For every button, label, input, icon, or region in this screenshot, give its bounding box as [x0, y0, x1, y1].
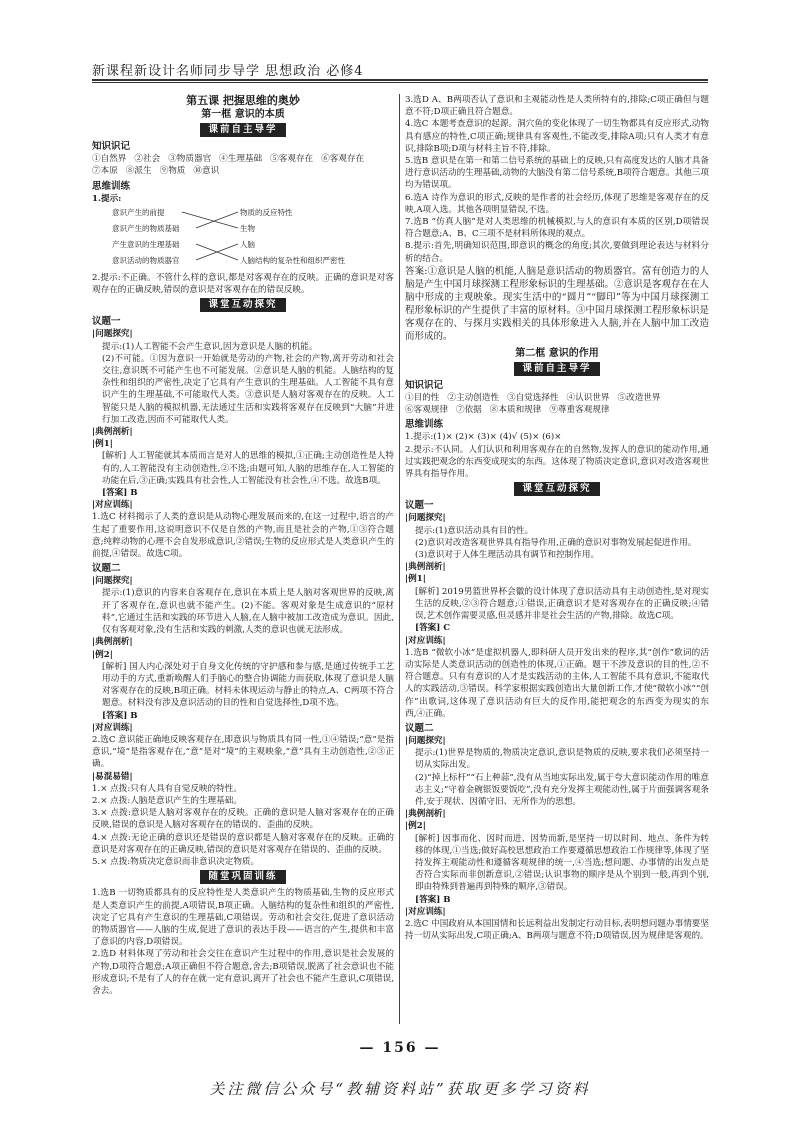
consolidation-2: 2.选D 材料体现了劳动和社会交往在意识产生过程中的作用,意识是社会发展的产物,D项符合题意;A项正确但不符合题意,舍去;B项错误,脱离了社会意识也不能形成意识;不是有了人的存在就一定有意识,离开了社会也不能产生意识,C项错误,舍去。 — [92, 949, 394, 996]
siwei-2: 2.提示:不正确。不管什么样的意识,都是对客观存在的反映。正确的意识是对客观存在的正确反映,错误的意识是对客观存在的错误反映。 — [92, 272, 394, 296]
example-2-answer: [答案] B — [102, 710, 138, 721]
knowledge-item: ④生理基础 — [219, 154, 263, 165]
training-3: 1.选B “微软小冰”是虚拟机器人,即科研人员开发出来的程序,其“创作”歌词的活动实际是人类意识活动的创造性的体现,①正确。题干不涉及意识的目的性,②不符合题意。只有有意识的人才是实践活动的主体,人工智能不具有意识,不能取代人的实践活动,③错误。科学家根据实践创造出大量创新工作,才使“微软小冰”“创作”出歌词,这体现了意识活动有巨大的反作用,能把观念的东西变为现实的东西,④正确。 — [405, 647, 709, 719]
diagram-left-4: 意识活动的物质器官 — [112, 255, 180, 265]
footer-note: 关注微信公众号“教辅资料站”获取更多学习资料 — [209, 1080, 591, 1098]
confusion-5: 5.× 点拨:物质决定意识而非意识决定物质。 — [92, 856, 260, 867]
knowledge-item: ⑨物质 — [159, 166, 186, 177]
topic-one: 议题一 — [92, 316, 121, 328]
knowledge-item: ⑦本原 — [92, 166, 118, 177]
topic-one-2: 议题一 — [405, 500, 434, 512]
topic4-hint-1: 提示:(1)世界是物质的,物质决定意识,意识是物质的反映,要求我们必须坚持一切从实际出发。 — [415, 748, 709, 771]
knowledge-item: ⑤改造世界 — [617, 393, 661, 404]
band-mid — [92, 298, 394, 312]
example-4-label: |例2| — [405, 821, 426, 832]
training-3-label: |对应训练| — [405, 635, 446, 646]
band-pre-label: 课前自主导学 — [200, 123, 285, 137]
page-number: — 156 — — [359, 1040, 441, 1056]
training-4: 2.选C 中国政府从本国国情和长远利益出发制定行动目标,表明想问题办事情要坚持一切从实际出发,C项正确;A、B两项与题意不符;D项错误,因为规律是客观的。 — [405, 918, 709, 942]
diagram-left-3: 产生意识的生理基础 — [112, 239, 180, 249]
band-mid-2-label: 课堂互动探究 — [514, 482, 599, 496]
example-1-answer: [答案] B — [102, 488, 138, 499]
training-2: 2.选C 意识能正确地反映客观存在,即意识与物质具有同一性,①④错误;“意”是指意识,“境”是指客观存在,“意”是对“境”的主观映象,“意”具有主动创造性,②③正确。 — [92, 734, 394, 770]
example-analysis-2: |典例剖析| — [92, 637, 133, 648]
consolidation-7: 7.选B “仿真人脑”是对人类思维的机械模拟,与人的意识有本质的区别,D项错误符合题意;A、B、C三项不是材料所体现的观点。 — [405, 217, 709, 240]
example-1-label: |例1| — [92, 439, 113, 450]
training-1: 1.选C 材料揭示了人类的意识是从动物心理发展而来的,在这一过程中,语言的产生起了重要作用,这说明意识不仅是自然的产物,而且是社会的产物,①③符合题意;纯粹动物的心理不会自发形成意识,②错误;生物的反应形式是人类意识产生的前提,④错误。故选C项。 — [92, 512, 394, 560]
knowledge-item: ③物质器官 — [168, 154, 212, 165]
example-2-label: |例2| — [92, 649, 113, 660]
consolidation-8: 8.提示:首先,明确知识范围,即意识的概念的角度;其次,要做到理论表达与材料分析的结合。 — [405, 241, 709, 264]
left-column — [92, 94, 394, 1026]
diagram-left-2: 意识产生的物质基础 — [112, 223, 180, 233]
siwei-1: 1.提示: — [92, 193, 122, 204]
consolidation-1: 1.选B 一切物质都具有的反应特性是人类意识产生的物质基础,生物的反应形式是人类意识产生的前提,A项错误,B项正确。人脑结构的复杂性和组织的严密性,决定了它具有产生意识的生理基础,C项错误。劳动和社会交往,促进了意识活动的物质器官——人脑的生成,促进了意识的表达手段——语言的产生,提供和丰富了意识的内容,D项错误。 — [92, 888, 394, 948]
band-mid-label: 课堂互动探究 — [200, 298, 285, 312]
confusion-1: 1.× 点拨:只有人具有自觉反映的特性。 — [92, 783, 242, 794]
knowledge-grid — [92, 153, 394, 177]
siwei2-1: 1.提示:(1)× (2)× (3)× (4)√ (5)× (6)× — [405, 432, 562, 443]
topic-two: 议题二 — [92, 563, 121, 575]
example-analysis-1: |典例剖析| — [92, 427, 133, 438]
knowledge-item: ⑦依据 — [455, 405, 482, 416]
example-4-analysis: [解析] 因事而化、因时而进、因势而新,是坚持一切以时间、地点、条件为转移的体现,①当选;做好高校思想政治工作要遵循思想政治工作规律等,体现了坚持发挥主观能动性和遵循客观规律的统一,④当选;想问题、办事情的出发点是否符合实际而非创新意识,②错误;认识事物的顺序是从个别到一般,再到个别,即由特殊到普遍再到特殊的顺序,③错误。 — [415, 833, 709, 893]
knowledge-item: ⑥客观规律 — [405, 405, 448, 416]
training-2-label: |对应训练| — [92, 722, 133, 733]
consolidation-6: 6.选A 诗作为意识的形式,反映的是作者的社会经历,体现了思维是客观存在的反映,A项入选。其他各项明显错误,不选。 — [405, 192, 709, 215]
band-pre-2 — [405, 362, 709, 376]
siwei2-2: 2.提示:不认同。人们认识和利用客观存在的自然物,发挥人的意识的能动作用,通过实践把观念的东西变成现实的东西。这体现了物质决定意识,意识对改造客观世界具有指导作用。 — [405, 444, 709, 480]
topic-two-2: 议题二 — [405, 722, 434, 734]
diagram-right-2: 生物 — [240, 223, 255, 233]
example-3-label: |例1| — [405, 574, 426, 585]
topic3-hint-3: (3)意识对于人体生理活动具有调节和控制作用。 — [415, 550, 600, 561]
knowledge-item: ⑨尊重客观规律 — [549, 405, 610, 416]
confusion-4: 4.× 点拨:无论正确的意识还是错误的意识都是人脑对客观存在的反映。正确的意识是对客观存在的正确反映,错误的意识是对客观存在错误的、歪曲的反映。 — [92, 832, 394, 855]
topic3-hint-2: (2)意识对改造客观世界具有指导作用,正确的意识对事物发展起促进作用。 — [415, 537, 697, 548]
example-3-analysis: [解析] 2019男篮世界杯会徽的设计体现了意识活动具有主动创造性,是对现实生活的反映,②③符合题意;①错误,正确意识才是对客观存在的正确反映;④错误,艺术创作需要灵感,但灵感并非是社会生活的产物,排除。故选C项。 — [415, 586, 709, 622]
diagram-right-4: 人脑结构的复杂性和组织严密性 — [240, 255, 345, 265]
consolidation-3: 3.选D A、B两项否认了意识和主观能动性是人类所特有的,排除;C项正确但与题意不符;D项正确且符合题意。 — [405, 95, 709, 118]
header-rule — [92, 79, 708, 81]
knowledge-item: ②社会 — [134, 154, 161, 165]
diagram-right-1: 物质的反应特性 — [240, 207, 293, 217]
knowledge-grid-2 — [405, 392, 709, 416]
example-2-analysis: [解析] 国人内心深处对于自身文化传统的守护感和参与感,是通过传统手工艺用动手的方式,重新唤醒人们手脑心的整合协调能力而获取,体现了意识是人脑对客观存在的反映,B项正确。材料未体现运动与静止的特点,A、C两项不符合题意。材料没有涉及意识活动的目的性和自觉选择性,D项不选。 — [102, 661, 394, 709]
training-1-label: |对应训练| — [92, 500, 133, 511]
band-pre — [92, 123, 394, 137]
band-end-label: 随堂巩固训练 — [200, 870, 285, 884]
section-title: 第一框 意识的本质 — [201, 109, 285, 120]
topic3-hint-1: 提示:(1)意识活动具有目的性。 — [415, 525, 534, 536]
heading-siwei-2: 思维训练 — [405, 419, 444, 431]
heading-zhishi: 知识识记 — [92, 141, 131, 153]
running-header: 新课程新设计名师同步导学 思想政治 必修4 — [92, 64, 364, 79]
knowledge-item: ⑧派生 — [125, 166, 152, 177]
lesson-title: 第五课 把握思维的奥妙 — [186, 94, 300, 107]
knowledge-item: ⑤客观存在 — [270, 154, 314, 165]
confusion-label: |易混易错| — [92, 771, 133, 782]
training-4-label: |对应训练| — [405, 906, 446, 917]
confusion-2: 2.× 点拨:人脑是意识产生的生理基础。 — [92, 795, 242, 806]
band-pre-2-label: 课前自主导学 — [514, 362, 599, 376]
example-analysis-4: |典例剖析| — [405, 809, 446, 820]
topic1-hint-1: 提示:(1)人工智能不会产生意识,因为意识是人脑的机能。 — [102, 341, 318, 352]
example-3-answer: [答案] C — [415, 623, 451, 634]
diagram-right-3: 人脑 — [240, 239, 255, 249]
knowledge-item: ⑧本质和规律 — [489, 405, 542, 416]
knowledge-item: ③自觉选择性 — [506, 393, 559, 404]
right-column — [405, 94, 709, 1026]
band-mid-2 — [405, 482, 709, 496]
knowledge-item: ①目的性 — [405, 393, 440, 404]
diagram-lines — [100, 206, 390, 270]
example-4-answer: [答案] B — [415, 894, 451, 905]
section-title-2: 第二框 意识的作用 — [515, 347, 599, 359]
knowledge-item: ④认识世界 — [566, 393, 610, 404]
consolidation-5: 5.选B 意识是在第一和第二信号系统的基础上的反映,只有高度发达的人脑才具备进行意识活动的生理基础,动物的大脑没有第二信号系统,B项符合题意。其他三项均为错误项。 — [405, 156, 709, 191]
column-divider — [399, 94, 400, 1024]
confusion-3: 3.× 点拨:意识是人脑对客观存在的反映。正确的意识是人脑对客观存在的正确反映,错误的意识是人脑对客观存在的错误的、歪曲的反映。 — [92, 808, 394, 831]
topic2-hint: 提示:(1)意识的内容来自客观存在,意识在本质上是人脑对客观世界的反映,离开了客观存在,意识也就不能产生。(2)不能。客观对象是生成意识的“原材料”,它通过生活和实践的环节进入人脑,在人脑中被加工改造成为意识。因此,仅有客观对象,没有生活和实践的刺激,人类的意识也就无法形成。 — [102, 588, 394, 636]
question-explore-1: |问题探究| — [92, 329, 133, 340]
knowledge-item: ⑥客观存在 — [321, 154, 365, 165]
question-explore-3: |问题探究| — [405, 513, 446, 524]
consolidation-8-answer: 答案:①意识是人脑的机能,人脑是意识活动的物质器官。富有创造力的人脑是产生中国月球探测工程形象标识的生理基础。②意识是客观存在在人脑中形成的主观映象。现实生活中的“圆月”“脚印”等为中国月球探测工程形象标识的产生提供了丰富的原材料。③中国月球探测工程形象标识是客观存在的、与探月实践相关的具体形象进入人脑,并在人脑中加工改造而形成的。 — [405, 265, 709, 342]
concept-diagram — [100, 206, 394, 270]
example-1-analysis: [解析] 人工智能就其本质而言是对人的思维的模拟,①正确;主动创造性是人特有的,人工智能没有主动创造性,②不选;由题可知,人脑的思维存在,人工智能的功能在后,③正确;实践具有社会性,人工智能没有社会性,④不选。故选B项。 — [102, 451, 394, 486]
example-analysis-3: |典例剖析| — [405, 562, 446, 573]
knowledge-item: ⑩意识 — [193, 166, 220, 177]
band-end — [92, 870, 394, 884]
question-explore-2: |问题探究| — [92, 576, 133, 587]
knowledge-item: ①自然界 — [92, 154, 127, 165]
header-rule-thin — [92, 82, 708, 83]
diagram-left-1: 意识产生的前提 — [112, 207, 165, 217]
topic4-hint-2: (2)“掉上标杆”“石上种蒜”,没有从当地实际出发,属于夸大意识能动作用的唯意志主义;“守着金碗银饭要饭吃”,没有充分发挥主观能动性,属于片面强调客观条件,安于现状、因循守旧、无所作为的思想。 — [415, 772, 709, 807]
consolidation-4: 4.选C 本题考查意识的起源。洞穴鱼的变化体现了一切生物都具有反应形式,动物具有感应的特性,C项正确;规律具有客观性,不能改变,排除A项;只有人类才有意识,排除B项;D项与材料主旨不符,排除。 — [405, 119, 709, 154]
knowledge-item: ②主动创造性 — [447, 393, 499, 404]
topic1-hint-2: (2)不可能。①因为意识一开始就是劳动的产物,社会的产物,离开劳动和社会交往,意识既不可能产生也不可能发展。②意识是人脑的机能。人脑结构的复杂性和组织的严密性,决定了它具有产生意识的生理基础。人工智能不具有意识产生的生理基础,不可能取代人类。③意识是人脑对客观存在的反映。人工智能只是人脑的模拟机器,无法通过生活和实践将客观存在反映到“大脑”并进行加工改造,因而不可能取代人类。 — [102, 353, 394, 425]
question-explore-4: |问题探究| — [405, 735, 446, 746]
heading-zhishi-2: 知识识记 — [405, 380, 444, 392]
page-number-value: 156 — [382, 1040, 418, 1056]
heading-siwei: 思维训练 — [92, 180, 131, 192]
